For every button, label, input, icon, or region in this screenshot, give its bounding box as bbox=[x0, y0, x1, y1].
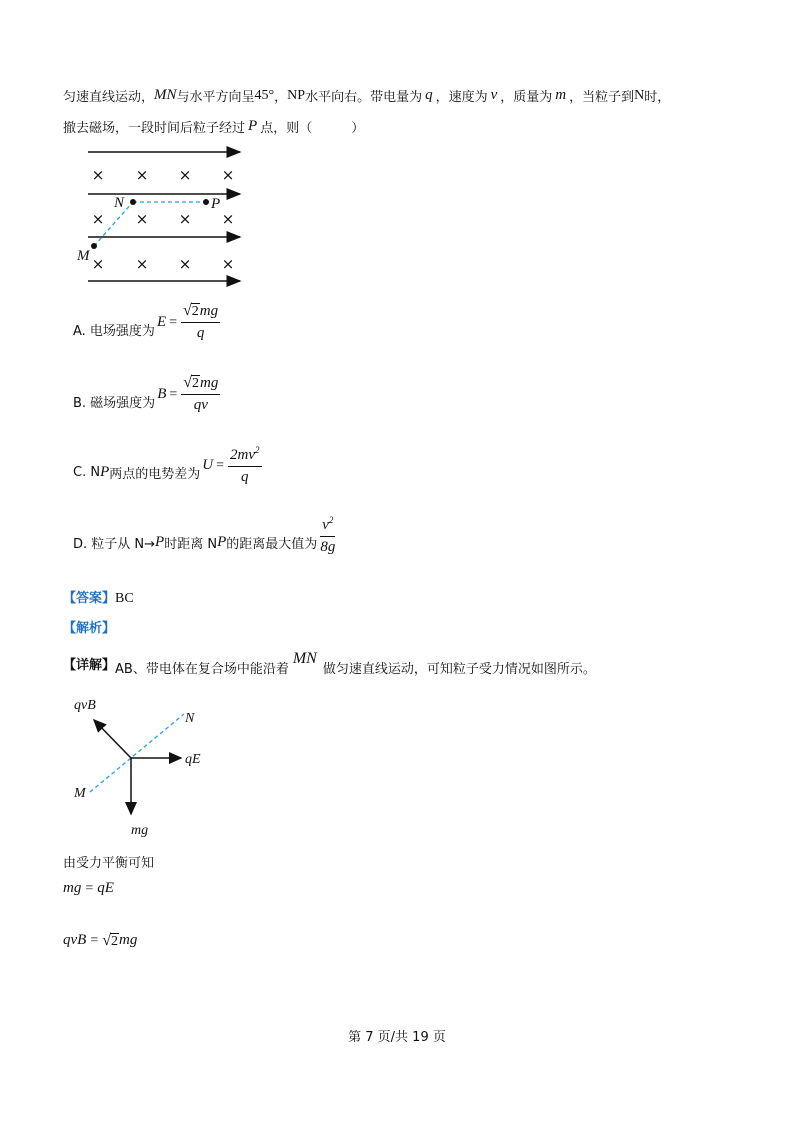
point-M bbox=[91, 243, 97, 249]
b-cross: × bbox=[178, 166, 192, 184]
question-line-1: 匀速直线运动， MN 与水平方向呈 45° ， NP 水平向右。带电量为 q ，速度为 v ，质量为 m ，当粒子到 N 时， bbox=[63, 87, 671, 105]
analysis-label: 【解析】 bbox=[63, 621, 116, 636]
label-N: N bbox=[114, 195, 125, 211]
fraction-d: $\frac{v^2}{8g}$ bbox=[320, 515, 336, 555]
b-cross: × bbox=[221, 166, 235, 184]
option-a: A. 电场强度为 E = √ 2 mg q bbox=[73, 302, 219, 341]
point-P bbox=[203, 199, 209, 205]
question-line-2: 撤去磁场，一段时间后粒子经过 P 点，则（ ） bbox=[63, 118, 365, 136]
fraction-b: √ 2 mg qv bbox=[183, 374, 219, 413]
option-d: D. 粒子从 N→ P 时距离 N P 的距离最大值为 $\frac{v^2}{8g}$ bbox=[73, 515, 336, 555]
page-footer: 第 7 页/共 19 页 bbox=[348, 1030, 446, 1045]
label-M: M bbox=[77, 248, 90, 264]
answer-line: 【答案】BC bbox=[63, 591, 134, 606]
equation-1: mg = qE bbox=[63, 880, 114, 896]
b-cross: × bbox=[135, 255, 149, 273]
detail-line: 【详解】 AB、带电体在复合场中能沿着 MN 做匀速直线运动，可知粒子受力情况如图所示。 bbox=[63, 649, 596, 677]
fraction-c: $\frac{2mv^2}{q}$ bbox=[230, 445, 260, 485]
b-cross: × bbox=[135, 166, 149, 184]
equation-2: qvB = √ 2 mg bbox=[63, 931, 138, 949]
b-cross: × bbox=[91, 255, 105, 273]
fraction-a: √ 2 mg q bbox=[183, 302, 219, 341]
field-diagram bbox=[70, 140, 260, 290]
option-b: B. 磁场强度为 B = √ 2 mg qv bbox=[73, 374, 219, 413]
b-cross: × bbox=[91, 166, 105, 184]
b-cross: × bbox=[178, 255, 192, 273]
option-c: C. N P 两点的电势差为 U = $\frac{2mv^2}{q}$ bbox=[73, 445, 260, 485]
label-M2: M bbox=[74, 786, 86, 801]
b-cross: × bbox=[221, 255, 235, 273]
line-MN bbox=[90, 714, 184, 792]
b-cross: × bbox=[178, 210, 192, 228]
label-N2: N bbox=[185, 711, 195, 726]
b-cross: × bbox=[221, 210, 235, 228]
label-qE: qE bbox=[185, 752, 201, 767]
b-cross: × bbox=[91, 210, 105, 228]
b-cross: × bbox=[135, 210, 149, 228]
force-diagram bbox=[68, 690, 228, 840]
label-P: P bbox=[211, 196, 221, 212]
balance-text: 由受力平衡可知 bbox=[63, 856, 155, 871]
label-mg: mg bbox=[131, 823, 149, 838]
arrow-qvB bbox=[94, 720, 131, 758]
label-qvB: qvB bbox=[74, 698, 96, 713]
point-N bbox=[130, 199, 136, 205]
